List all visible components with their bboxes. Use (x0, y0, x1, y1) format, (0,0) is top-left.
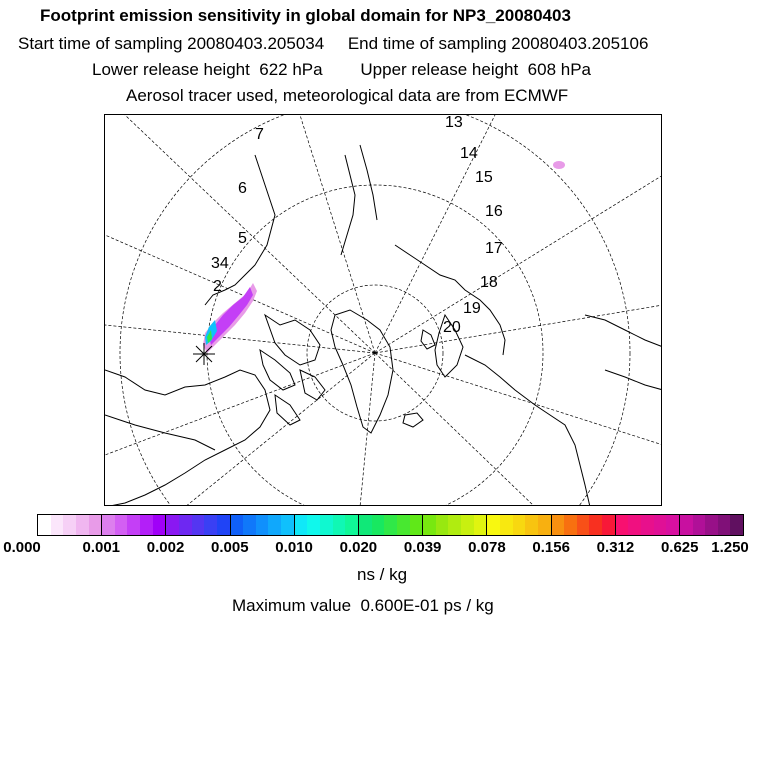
colorbar-tick-label: 0.625 (660, 539, 699, 556)
trajectory-label-17: 17 (485, 240, 503, 257)
colorbar-segment (359, 515, 423, 535)
colorbar-tick-label: 0.039 (403, 539, 442, 556)
colorbar-tick-label: 0.010 (275, 539, 313, 556)
colorbar-swatch (231, 515, 244, 535)
trajectory-label-7: 7 (255, 126, 264, 143)
release-heights (92, 60, 768, 80)
colorbar-tick-label: 0.002 (146, 539, 185, 556)
colorbar-swatch (641, 515, 654, 535)
coastline-lower-left (105, 415, 215, 450)
colorbar-swatch (345, 515, 358, 535)
colorbar-swatch (76, 515, 89, 535)
sensitivity-plume (203, 161, 565, 353)
colorbar-swatch (525, 515, 538, 535)
trajectory-label-34: 34 (211, 255, 229, 272)
polar-map (104, 114, 662, 506)
colorbar-segment (231, 515, 295, 535)
colorbar-swatch (730, 515, 743, 535)
colorbar-tick-label: 0.001 (82, 539, 121, 556)
colorbar-segment (295, 515, 359, 535)
colorbar-swatch (552, 515, 565, 535)
coastline-europe (465, 355, 590, 506)
colorbar-swatch (410, 515, 423, 535)
colorbar-swatch (589, 515, 602, 535)
trajectory-label-18: 18 (480, 274, 498, 291)
colorbar-swatch (153, 515, 166, 535)
meridian-line (375, 305, 662, 353)
colorbar-swatch (423, 515, 436, 535)
upper-height-label: Upper release height 608 hPa (360, 60, 592, 79)
coastline-siberia (395, 245, 505, 355)
colorbar-swatch (140, 515, 153, 535)
colorbar (37, 514, 744, 536)
colorbar-swatch (333, 515, 346, 535)
map-canvas (105, 115, 662, 506)
maximum-value-label: Maximum value 0.600E-01 ps / kg (232, 596, 494, 615)
lower-height-label: Lower release height 622 hPa (92, 60, 323, 79)
colorbar-segment (680, 515, 743, 535)
coastline-iceland (403, 413, 423, 427)
units-label: ns / kg (357, 565, 408, 584)
colorbar-swatch (89, 515, 102, 535)
tracer-info: Aerosol tracer used, meteorological data are from ECMWF (126, 86, 569, 105)
colorbar-swatch (474, 515, 487, 535)
colorbar-swatch (616, 515, 629, 535)
colorbar-swatch (359, 515, 372, 535)
colorbar-swatch (448, 515, 461, 535)
colorbar-swatch (217, 515, 230, 535)
colorbar-tick-label: 0.078 (468, 539, 506, 556)
colorbar-swatch (192, 515, 205, 535)
colorbar-tick-label: 0.005 (211, 539, 249, 556)
colorbar-tick-label: 0.156 (532, 539, 570, 556)
colorbar-swatch (564, 515, 577, 535)
colorbar-swatch (513, 515, 526, 535)
colorbar-segment (423, 515, 487, 535)
colorbar-swatch (628, 515, 641, 535)
trajectory-label-15: 15 (475, 169, 493, 186)
colorbar-swatch (295, 515, 308, 535)
meridian-line (105, 353, 375, 455)
colorbar-swatch (204, 515, 217, 535)
colorbar-swatch (166, 515, 179, 535)
colorbar-swatch (436, 515, 449, 535)
colorbar-segment (102, 515, 166, 535)
colorbar-tick-label: 1.250 (711, 539, 749, 556)
colorbar-swatch (461, 515, 474, 535)
meridian-line (105, 325, 375, 353)
colorbar-segment (552, 515, 616, 535)
colorbar-swatch (693, 515, 706, 535)
colorbar-segment (487, 515, 551, 535)
colorbar-tick-label: 0.020 (339, 539, 378, 556)
start-time-label: Start time of sampling 20080403.205034 (18, 34, 325, 53)
end-time-label: End time of sampling 20080403.205106 (347, 34, 649, 53)
colorbar-swatch (718, 515, 731, 535)
plume-mid (209, 287, 253, 345)
plume-remote-patch (553, 161, 565, 169)
colorbar-swatch (654, 515, 667, 535)
colorbar-swatch (256, 515, 269, 535)
colorbar-swatch (680, 515, 693, 535)
plot-title: Footprint emission sensitivity in global domain for NP3_20080403 (40, 6, 571, 25)
meridian-line (375, 175, 662, 353)
colorbar-swatch (115, 515, 128, 535)
sampling-times (18, 34, 768, 54)
colorbar-swatch (487, 515, 500, 535)
colorbar-swatch (384, 515, 397, 535)
coastline-greenland (331, 310, 393, 433)
meridian-line (105, 235, 375, 353)
colorbar-swatch (102, 515, 115, 535)
colorbar-swatch (51, 515, 64, 535)
colorbar-segment (38, 515, 102, 535)
colorbar-swatch (500, 515, 513, 535)
trajectory-label-13: 13 (445, 115, 463, 131)
meridian-line (125, 115, 375, 353)
trajectory-label-6: 6 (238, 180, 247, 197)
colorbar-tick-label: 0.000 (3, 539, 41, 556)
coastline-svalbard (421, 330, 435, 349)
colorbar-swatch (268, 515, 281, 535)
coastline-east-asia (585, 315, 662, 390)
colorbar-tick-label: 0.312 (596, 539, 635, 556)
colorbar-swatch (127, 515, 140, 535)
trajectory-label-20: 20 (443, 319, 461, 336)
latitude-circle (207, 185, 543, 506)
meridian-line (375, 353, 662, 445)
colorbar-swatch (320, 515, 333, 535)
release-marker (193, 343, 215, 365)
trajectory-label-5: 5 (238, 230, 247, 247)
trajectory-label-16: 16 (485, 203, 503, 220)
colorbar-swatch (38, 515, 51, 535)
colorbar-swatch (281, 515, 294, 535)
colorbar-swatch (243, 515, 256, 535)
colorbar-swatch (179, 515, 192, 535)
trajectory-label-19: 19 (463, 300, 481, 317)
colorbar-ticks (0, 539, 768, 559)
colorbar-swatch (372, 515, 385, 535)
meridian-line (185, 353, 375, 506)
colorbar-segment (616, 515, 680, 535)
colorbar-swatch (577, 515, 590, 535)
colorbar-swatch (538, 515, 551, 535)
meridian-line (375, 353, 535, 506)
latitude-circle (120, 115, 630, 506)
trajectory-label-2: 2 (213, 278, 222, 295)
trajectory-label-14: 14 (460, 145, 478, 162)
colorbar-swatch (307, 515, 320, 535)
colorbar-swatch (602, 515, 615, 535)
colorbar-swatch (397, 515, 410, 535)
coastline-pacific (341, 145, 377, 255)
colorbar-swatch (705, 515, 718, 535)
colorbar-segment (166, 515, 230, 535)
colorbar-swatch (666, 515, 679, 535)
colorbar-swatch (63, 515, 76, 535)
